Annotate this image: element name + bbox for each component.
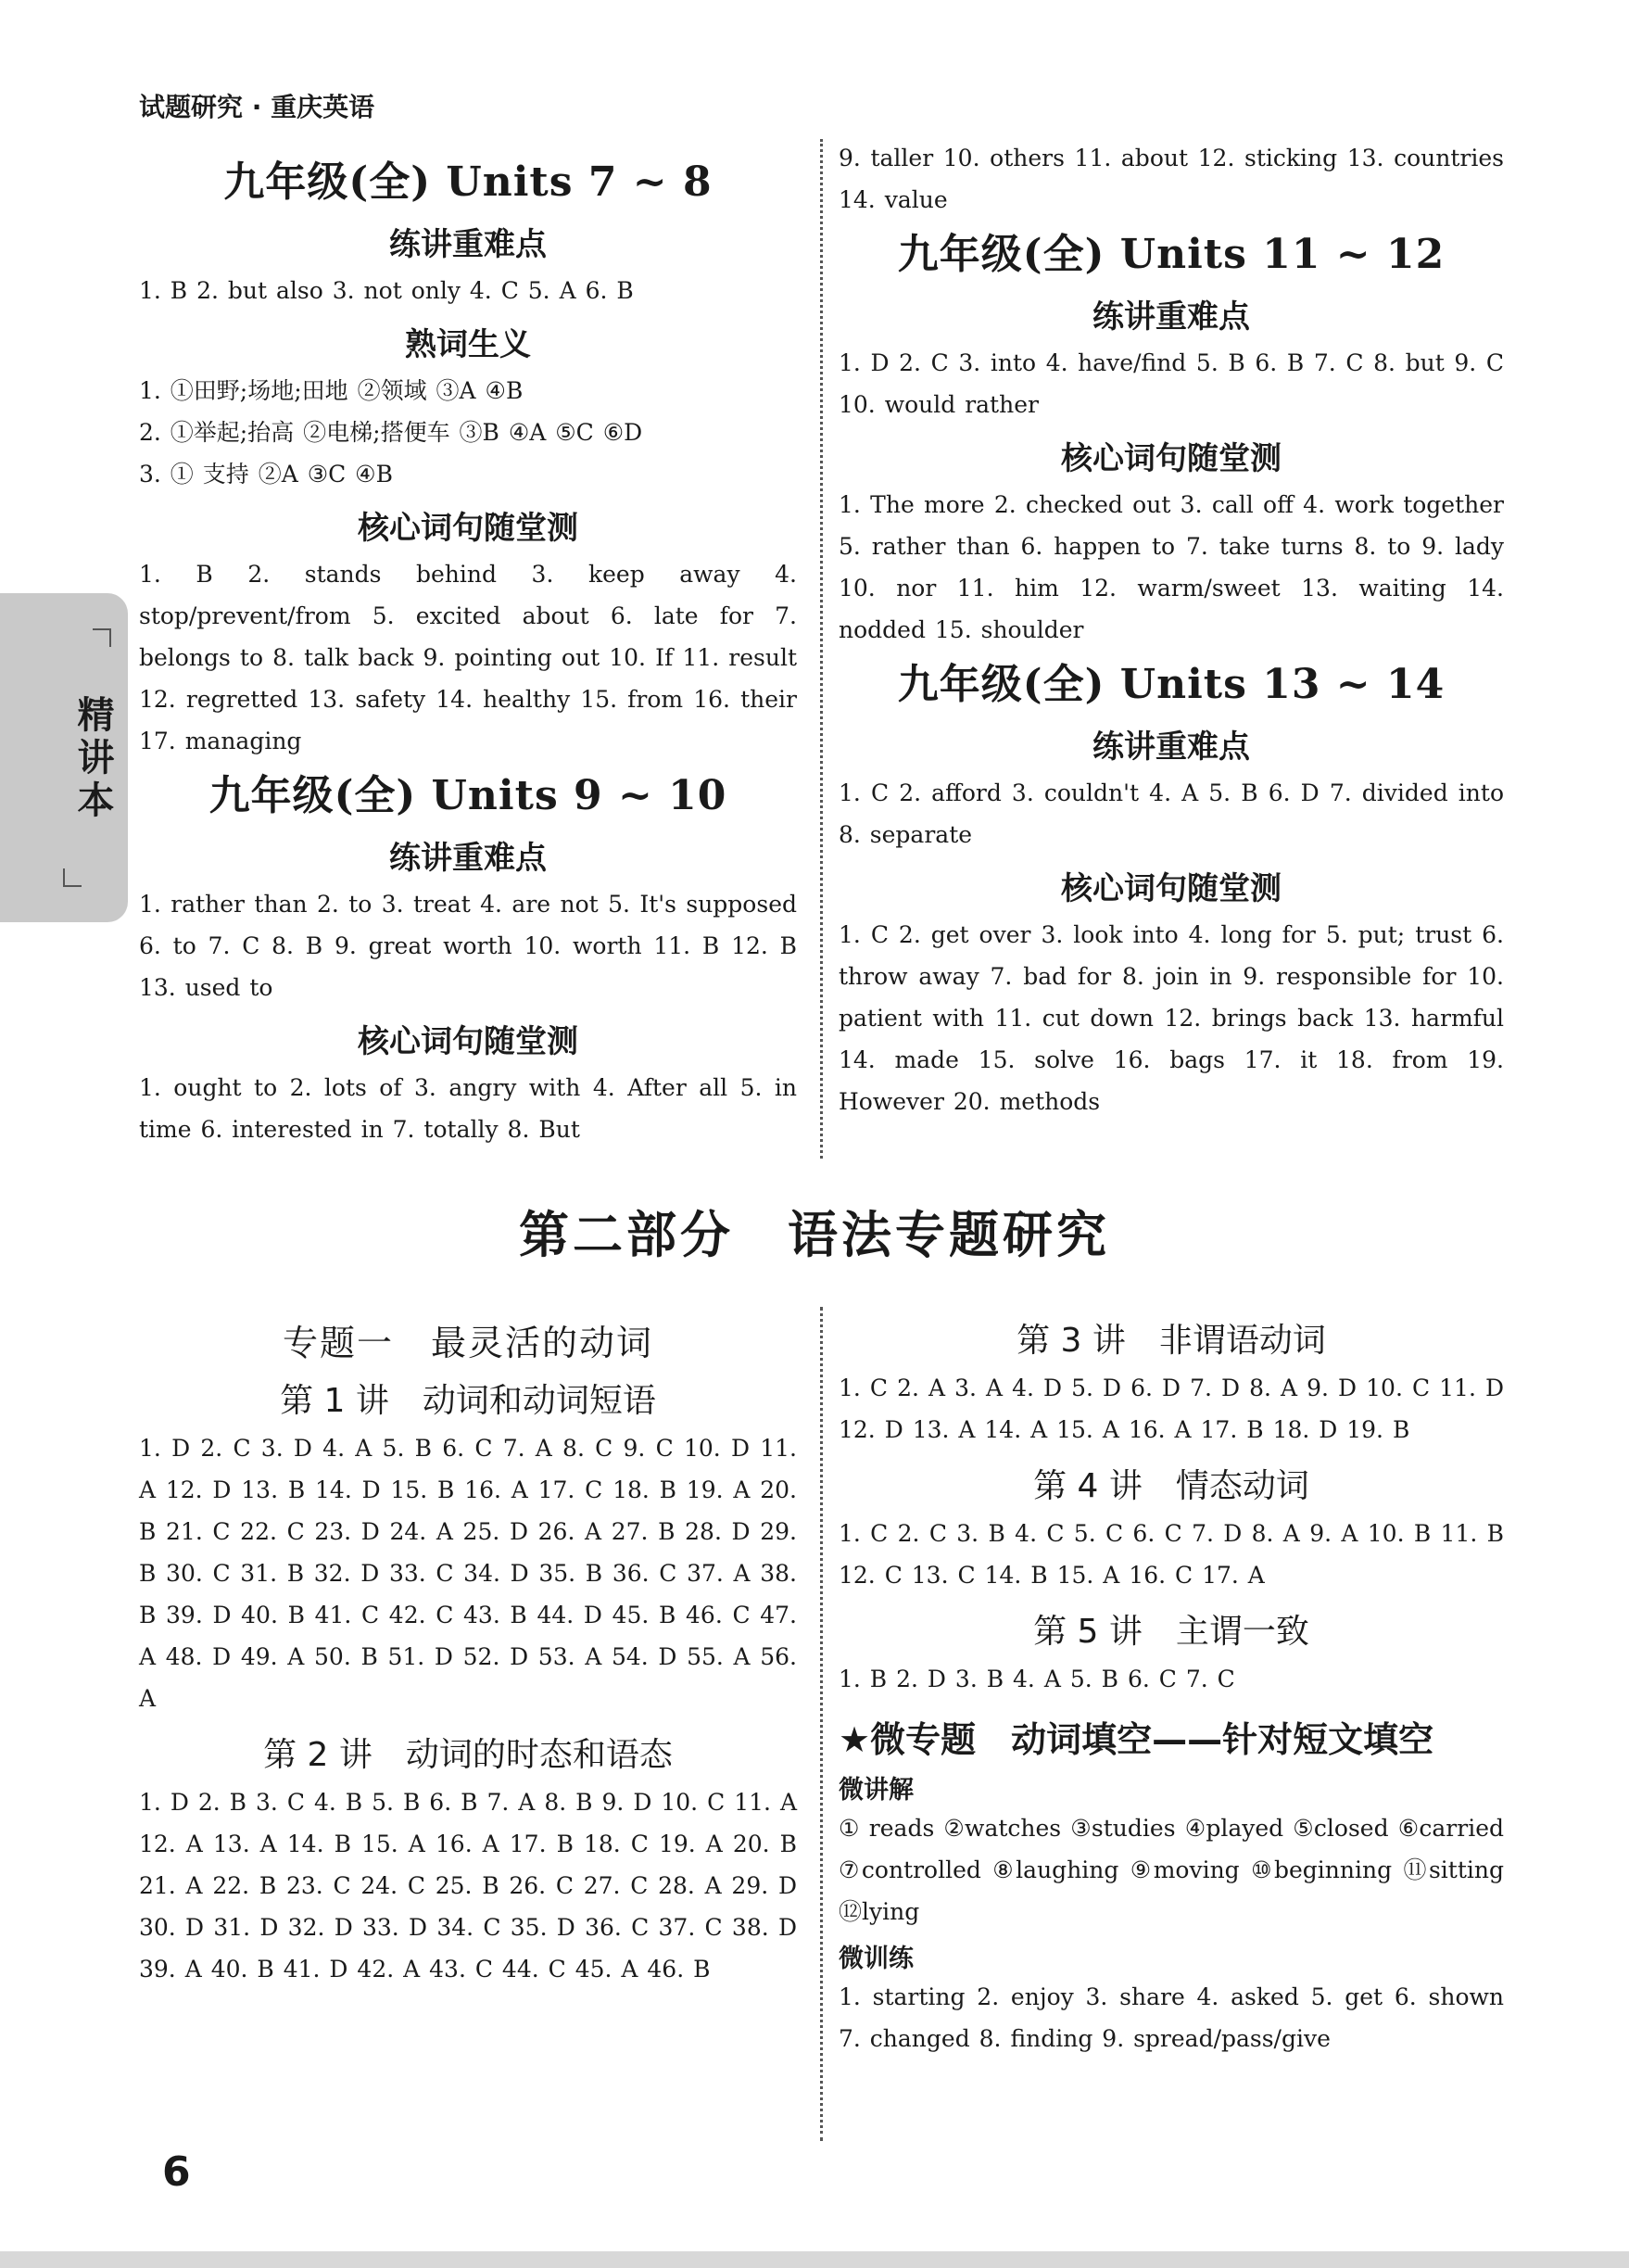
answer-paragraph: 1. C 2. get over 3. look into 4. long for 5. put; trust 6. throw away 7. bad for 8. join in 9. responsible for 10. patient with 11. cut down 12. brings back 13. harmful 14. made 15. solve 16. bags 17. it 18. from 19. However 20. methods (839, 921, 1504, 1115)
column-divider-bottom (820, 1307, 823, 2141)
answer-paragraph: 1. rather than 2. to 3. treat 4. are not 5. It's supposed 6. to 7. C 8. B 9. great worth 10. worth 11. B 12. B 13. used to (139, 891, 797, 1001)
answer-paragraph: ① reads ②watches ③studies ④played ⑤closed ⑥carried ⑦controlled ⑧laughing ⑨moving ⑩beginning ⑪sitting ⑫lying (839, 1815, 1504, 1925)
unit-title: 九年级(全) Units 13 ~ 14 (897, 661, 1446, 708)
micro-label: 微讲解 (839, 1776, 914, 1805)
answer-paragraph: 9. taller 10. others 11. about 12. sticking 13. countries 14. value (839, 145, 1504, 213)
lecture-title: 第 5 讲 主谓一致 (1033, 1613, 1309, 1651)
page-number: 6 (162, 2148, 191, 2196)
lecture-title: 第 4 讲 情态动词 (1033, 1467, 1309, 1505)
answer-paragraph: 1. The more 2. checked out 3. call off 4. work together 5. rather than 6. happen to 7. take turns 8. to 9. lady 10. nor 11. him 12. warm/sweet 13. waiting 14. nodded 15. shoulder (839, 491, 1504, 643)
answer-paragraph: 1. ought to 2. lots of 3. angry with 4. After all 5. in time 6. interested in 7. totally 8. But (139, 1074, 797, 1143)
micro-label: 微训练 (839, 1945, 914, 1973)
running-header: 试题研究 · 重庆英语 (139, 92, 375, 122)
lecture-title: 第 2 讲 动词的时态和语态 (263, 1736, 673, 1774)
micro-topic-title: ★微专题 动词填空——针对短文填空 (839, 1719, 1434, 1760)
section-title: 核心词句随堂测 (358, 510, 578, 547)
bottom-bar (0, 2251, 1629, 2268)
answer-paragraph: 2. ①举起;抬高 ②电梯;搭便车 ③B ④A ⑤C ⑥D (139, 419, 643, 446)
answer-paragraph: 1. B 2. but also 3. not only 4. C 5. A 6. B (139, 277, 634, 304)
answer-paragraph: 1. C 2. afford 3. couldn't 4. A 5. B 6. D 7. divided into 8. separate (839, 779, 1504, 848)
lecture-title: 第 3 讲 非谓语动词 (1017, 1322, 1326, 1360)
column-units-7-10 (139, 148, 797, 1150)
bracket-top-mark (93, 628, 111, 647)
answer-paragraph: 1. D 2. B 3. C 4. B 5. B 6. B 7. A 8. B 9. D 10. C 11. A 12. A 13. A 14. B 15. A 16. A 17. B 18. C 19. A 20. B 21. A 22. B 23. C 24. C 25. B 26. C 27. C 28. A 29. D 30. D 31. D 32. D 33. D 34. C 35. D 36. C 37. C 38. D 39. A 40. B 41. D 42. A 43. C 44. C 45. A 46. B (139, 1789, 797, 1983)
unit-title: 九年级(全) Units 11 ~ 12 (897, 231, 1446, 278)
unit-title: 九年级(全) Units 9 ~ 10 (208, 772, 727, 819)
side-tab (0, 593, 128, 922)
answer-paragraph: 1. D 2. C 3. into 4. have/find 5. B 6. B 7. C 8. but 9. C 10. would rather (839, 349, 1504, 418)
section-title: 熟词生义 (405, 326, 531, 363)
section-title: 练讲重难点 (1092, 298, 1250, 336)
answer-paragraph: 1. C 2. C 3. B 4. C 5. C 6. C 7. D 8. A 9. A 10. B 11. B 12. C 13. C 14. B 15. A 16. C 17. A (839, 1520, 1504, 1589)
answer-paragraph: 1. starting 2. enjoy 3. share 4. asked 5. get 6. shown 7. changed 8. finding 9. spread/pass/give (839, 1983, 1504, 2052)
answer-paragraph: 1. D 2. C 3. D 4. A 5. B 6. C 7. A 8. C 9. C 10. D 11. A 12. D 13. B 14. D 15. B 16. A 17. C 18. B 19. A 20. B 21. C 22. C 23. D 24. A 25. D 26. A 27. B 28. D 29. B 30. C 31. B 32. D 33. C 34. D 35. B 36. C 37. A 38. B 39. D 40. B 41. C 42. C 43. B 44. D 45. B 46. C 47. A 48. D 49. A 50. B 51. D 52. D 53. A 54. D 55. A 56. A (139, 1435, 797, 1712)
lecture-title: 第 1 讲 动词和动词短语 (280, 1382, 656, 1420)
section-title: 练讲重难点 (389, 226, 547, 263)
section-title: 核心词句随堂测 (358, 1023, 578, 1060)
column-lectures-3-5 (839, 1305, 1504, 2059)
answer-paragraph: 1. B 2. D 3. B 4. A 5. B 6. C 7. C (839, 1666, 1235, 1692)
answer-paragraph: 3. ① 支持 ②A ③C ④B (139, 461, 393, 488)
section-title: 练讲重难点 (1092, 729, 1250, 766)
answer-paragraph: 1. C 2. A 3. A 4. D 5. D 6. D 7. D 8. A 9. D 10. C 11. D 12. D 13. A 14. A 15. A 16. A 17. B 18. D 19. B (839, 1375, 1504, 1443)
answer-paragraph: 1. ①田野;场地;田地 ②领域 ③A ④B (139, 377, 524, 404)
bracket-bottom-mark (63, 868, 82, 887)
part-title: 第二部分 语法专题研究 (519, 1206, 1110, 1264)
section-title: 练讲重难点 (389, 840, 547, 877)
column-units-11-14 (839, 137, 1504, 1122)
unit-title: 九年级(全) Units 7 ~ 8 (223, 158, 713, 206)
section-title: 核心词句随堂测 (1061, 870, 1282, 907)
column-topic-one (139, 1305, 797, 1990)
topic-title: 专题一 最灵活的动词 (282, 1323, 653, 1363)
side-tab-label: 精讲本 (71, 695, 114, 823)
section-title: 核心词句随堂测 (1061, 440, 1282, 477)
answer-paragraph: 1. B 2. stands behind 3. keep away 4. stop/prevent/from 5. excited about 6. late for 7. belongs to 8. talk back 9. pointing out 10. If 11. result 12. regretted 13. safety 14. healthy 15. from 16. their 17. managing (139, 561, 797, 754)
column-divider-top (820, 139, 823, 1159)
